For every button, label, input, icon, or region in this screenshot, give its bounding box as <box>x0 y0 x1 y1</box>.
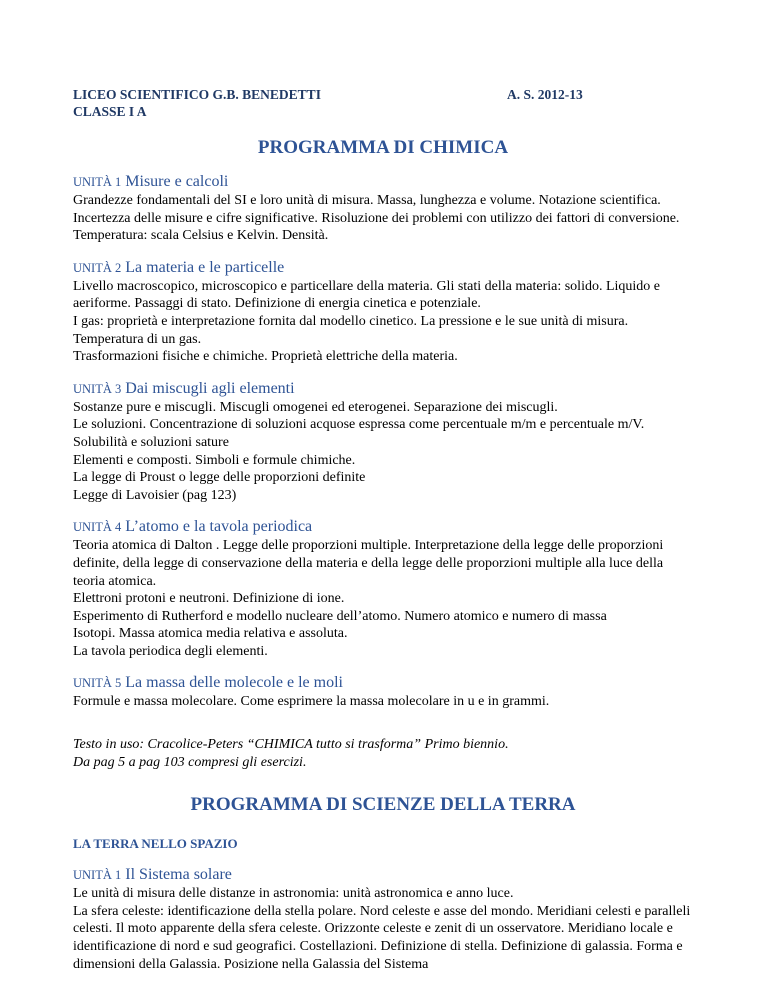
unit-label: UNITÀ 4 <box>73 520 122 535</box>
unit-label: UNITÀ 3 <box>73 381 122 396</box>
school-name: LICEO SCIENTIFICO G.B. BENEDETTI <box>73 87 321 102</box>
unit-heading <box>73 865 693 885</box>
chemistry-unit <box>73 258 693 366</box>
unit-line: Legge di Lavoisier (pag 123) <box>73 487 237 503</box>
unit-title: L’atomo e la tavola periodica <box>125 518 313 536</box>
unit-line: La legge di Proust o legge delle proporzioni definite <box>73 470 366 486</box>
unit-label: UNITÀ 1 <box>73 175 122 189</box>
school-year: A. S. 2012-13 <box>507 87 583 102</box>
textbook-line: Testo in uso: Cracolice-Peters “CHIMICA tutto si trasforma” Primo biennio. <box>73 737 509 753</box>
unit-title: Misure e calcoli <box>125 173 229 190</box>
unit-label: UNITÀ 2 <box>73 260 122 275</box>
chemistry-unit <box>73 379 693 505</box>
unit-line: Isotopi. Massa atomica media relativa e assoluta. <box>73 626 348 642</box>
earth-science-title: PROGRAMMA DI SCIENZE DELLA TERRA <box>190 794 576 816</box>
unit-line: I gas: proprietà e interpretazione fornita dal modello cinetico. La pressione e le sue unità di misura. Temperatura di un gas. <box>73 313 629 347</box>
unit-line: Sostanze pure e miscugli. Miscugli omogenei ed eterogenei. Separazione dei miscugli. <box>73 399 558 415</box>
unit-line: Grandezze fondamentali del SI e loro unità di misura. Massa, lunghezza e volume. Notazione scientifica. Incertezza delle misure e cifre significative. Risoluzione dei problemi con utilizzo dei fattori di conversione. Temperatura: scala Celsius e Kelvin. Densità. <box>73 193 680 244</box>
unit-line: Trasformazioni fisiche e chimiche. Proprietà elettriche della materia. <box>73 349 458 365</box>
unit-body <box>73 399 693 505</box>
chemistry-unit <box>73 172 693 245</box>
chemistry-title: PROGRAMMA DI CHIMICA <box>257 137 509 158</box>
class-name: CLASSE I A <box>73 104 147 119</box>
unit-body <box>73 537 693 660</box>
unit-title: La massa delle molecole e le moli <box>125 674 343 692</box>
unit-body <box>73 192 693 245</box>
unit-label: UNITÀ 1 <box>73 868 122 883</box>
unit-heading <box>73 379 693 399</box>
section-heading: LA TERRA NELLO SPAZIO <box>73 836 238 852</box>
unit-line: Le unità di misura delle distanze in astronomia: unità astronomica e anno luce. <box>73 886 514 902</box>
unit-title: Il Sistema solare <box>125 866 232 884</box>
unit-heading <box>73 517 693 537</box>
unit-heading <box>73 258 693 278</box>
unit-line: Esperimento di Rutherford e modello nucleare dell’atomo. Numero atomico e numero di massa <box>73 608 607 624</box>
chemistry-unit <box>73 517 693 660</box>
chemistry-unit <box>73 673 693 711</box>
unit-label: UNITÀ 5 <box>73 676 122 691</box>
textbook-reference <box>73 736 693 771</box>
unit-line: Teoria atomica di Dalton . Legge delle proporzioni multiple. Interpretazione della legge delle proporzioni definite, della legge di conservazione della materia e della legge delle proporzioni multiple alla luce della teoria atomica. <box>73 538 664 589</box>
unit-line: Le soluzioni. Concentrazione di soluzioni acquose espressa come percentuale m/m e percentuale m/V. Solubilità e soluzioni sature <box>73 417 645 450</box>
unit-body <box>73 693 693 711</box>
unit-line: Formule e massa molecolare. Come esprimere la massa molecolare in u e in grammi. <box>73 694 550 710</box>
unit-line: Livello macroscopico, microscopico e particellare della materia. Gli stati della materia: solido. Liquido e aeriforme. Passaggi di stato. Definizione di energia cinetica e potenziale. <box>73 278 661 312</box>
unit-heading <box>73 172 693 192</box>
chemistry-units <box>73 172 693 711</box>
document-header <box>73 86 693 120</box>
unit-title: Dai miscugli agli elementi <box>125 379 295 397</box>
textbook-line: Da pag 5 a pag 103 compresi gli esercizi. <box>73 754 307 770</box>
unit-title: La materia e le particelle <box>125 258 285 276</box>
unit-heading <box>73 673 693 693</box>
unit-body <box>73 278 693 366</box>
earth-unit <box>73 865 693 973</box>
unit-line: Elettroni protoni e neutroni. Definizione di ione. <box>73 591 345 607</box>
unit-line: Elementi e composti. Simboli e formule chimiche. <box>73 452 356 468</box>
document-page <box>73 86 693 973</box>
unit-line: La sfera celeste: identificazione della stella polare. Nord celeste e asse del mondo. Meridiani celesti e paralleli celesti. Il moto apparente della sfera celeste. Orizzonte celeste e zenit di un osservatore. Meridiano locale e identificazione di nord e sud geografici. Costellazioni. Definizione di stella. Definizione di galassia. Forma e dimensioni della Galassia. Posizione nella Galassia del Sistema <box>73 903 691 972</box>
unit-line: La tavola periodica degli elementi. <box>73 643 268 659</box>
unit-body <box>73 885 693 973</box>
